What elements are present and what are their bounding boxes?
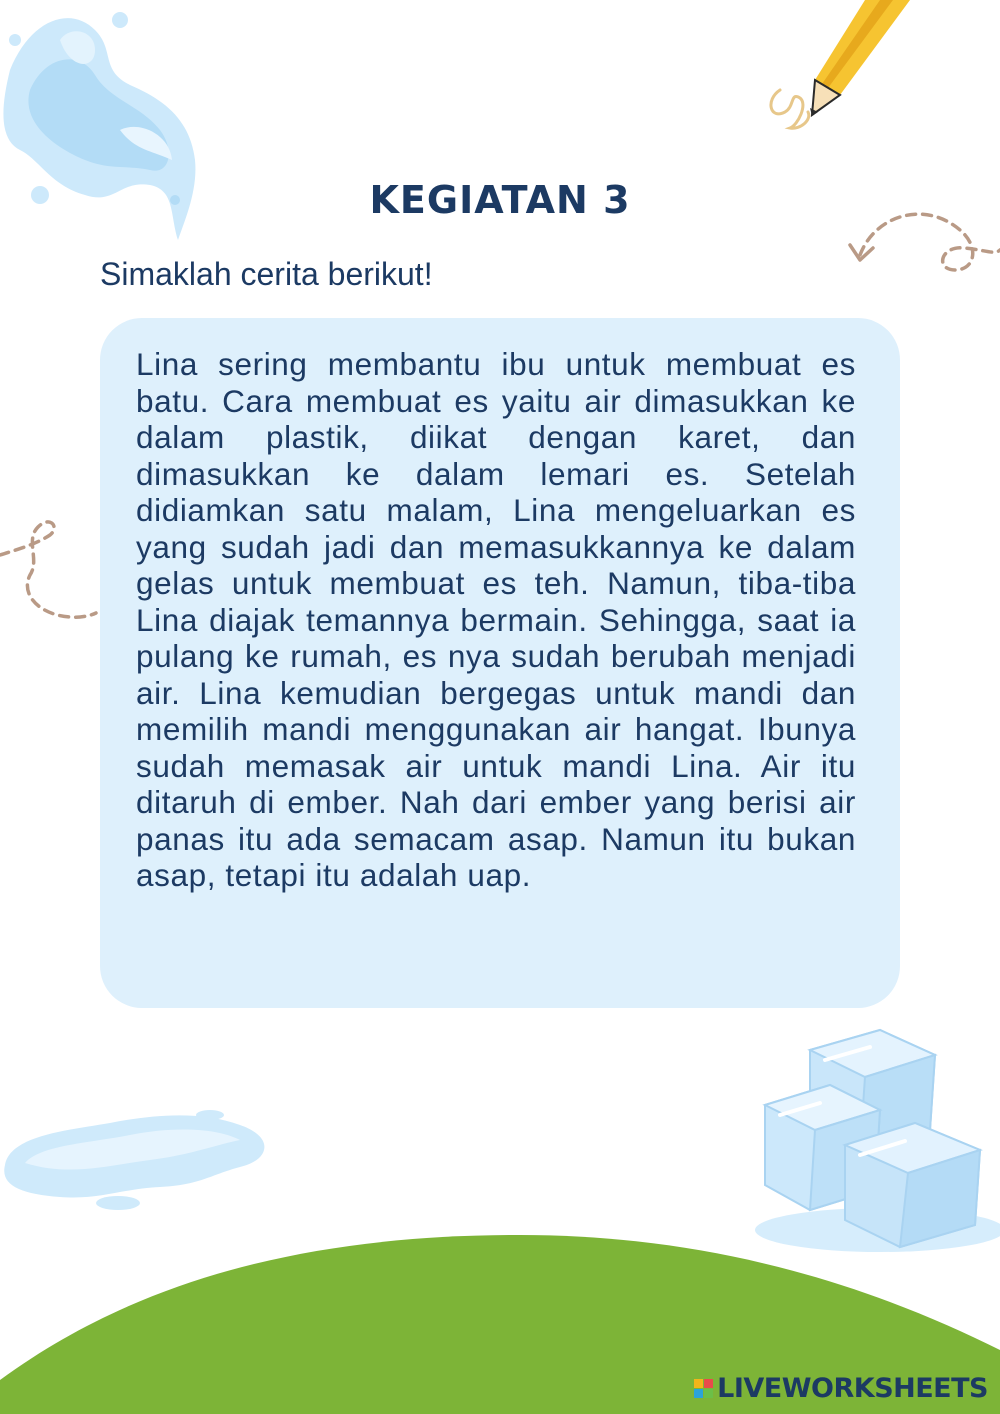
instruction-text: Simaklah cerita berikut! [100,256,433,292]
brand-logo [694,1373,988,1404]
ice-cubes-icon [730,1025,1000,1260]
brand-mark-icon [694,1379,713,1398]
story-text: Lina sering membantu ibu untuk membuat es batu. Cara membuat es yaitu air dimasukkan ke dalam plastik, diikat dengan karet, dan dimasukkan ke dalam lemari es. Setelah didiamkan satu malam, Lina mengeluarkan es yang sudah jadi dan memasukkannya ke dalam gelas untuk membuat es teh. Namun, tiba-tiba Lina diajak temannya bermain. Sehingga, saat ia pulang ke rumah, es nya sudah berubah menjadi air. Lina kemudian bergegas untuk mandi dan memilih mandi menggunakan air hangat. Ibunya sudah memasak air untuk mandi Lina. Air itu ditaruh di ember. Nah dari ember yang berisi air panas itu ada semacam asap. Namun itu bukan asap, tetapi itu adalah uap. [136,346,856,893]
page-title: KEGIATAN 3 [369,178,631,222]
water-puddle-icon [0,1105,280,1215]
dashed-arrow-icon [0,515,100,625]
pencil-icon [760,0,930,140]
brand-name: LIVEWORKSHEETS [717,1373,988,1404]
story-box [100,318,900,1008]
